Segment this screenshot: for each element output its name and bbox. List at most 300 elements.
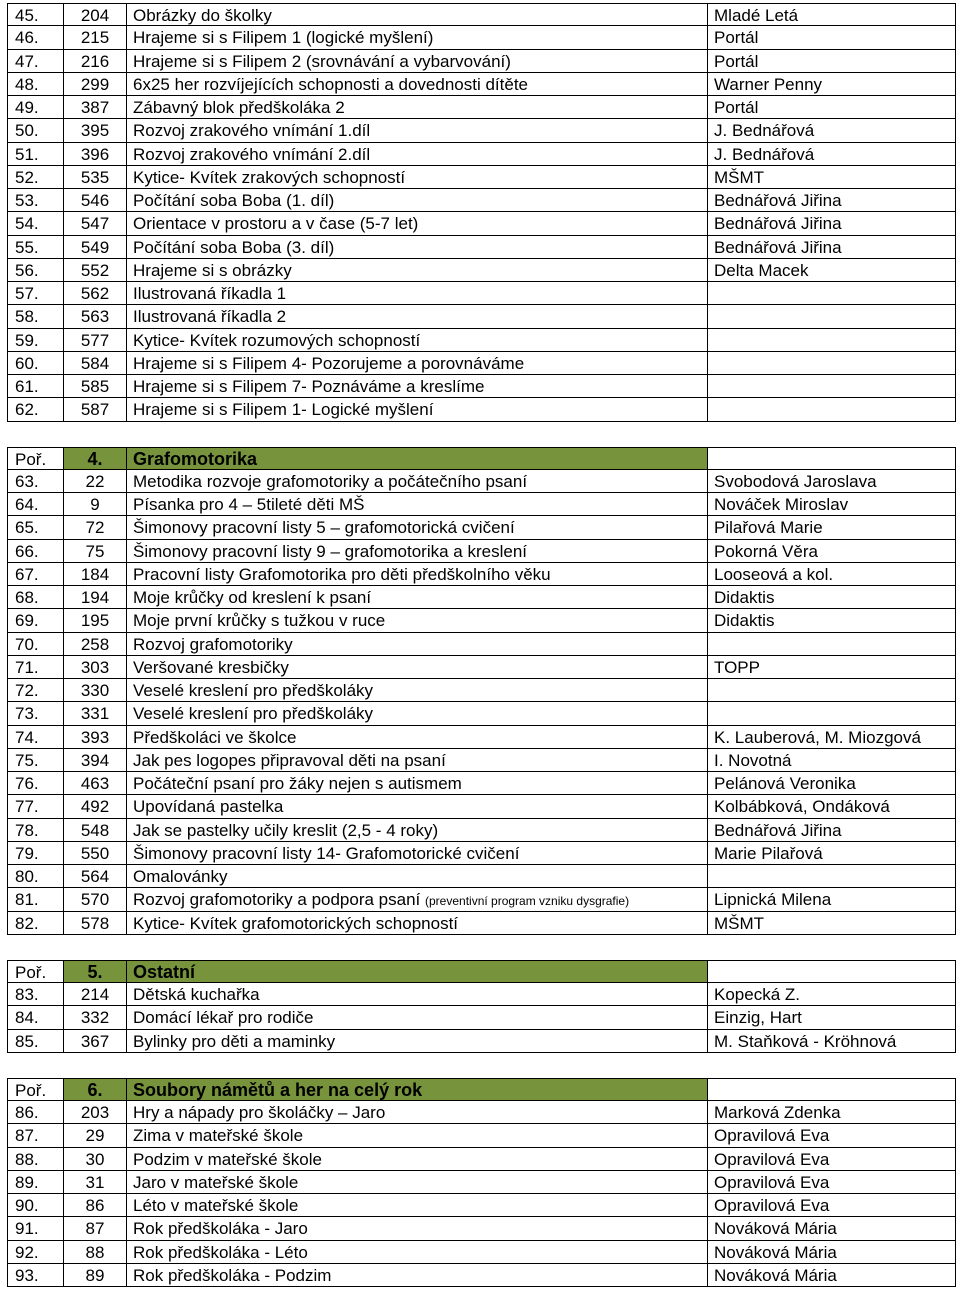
row-title [127,375,708,397]
row-order: 89. [8,1171,64,1193]
row-id: 463 [64,772,127,794]
row-author: Opravilová Eva [714,1196,830,1215]
section-title: Grafomotorika [127,448,708,469]
row-author: K. Lauberová, M. Miozgová [714,727,921,747]
row-title [127,865,708,887]
row-title-text: Obrázky do školky [133,6,272,25]
row-order: 57. [8,282,64,304]
table-row [7,516,956,539]
row-title-text: Rozvoj grafomotoriky a podpora psaní [133,890,421,910]
table-row [7,1030,956,1053]
section-block [7,447,956,935]
row-author: Opravilová Eva [714,1126,830,1146]
row-title [127,679,708,701]
row-title-text: Kytice- Kvítek zrakových schopností [133,167,406,187]
row-order: 65. [8,516,64,538]
row-order: 63. [8,470,64,492]
table-row [7,702,956,725]
row-title-text: Moje krůčky od kreslení k psaní [133,588,372,607]
row-id: 89 [64,1264,127,1286]
row-title-text: Zima v mateřské škole [133,1126,304,1146]
section-gap [7,422,956,447]
row-title [127,726,708,748]
table-row [7,73,956,96]
row-order: 45. [8,4,64,25]
row-order: 47. [8,50,64,72]
row-author: Nováček Miroslav [714,495,849,514]
table-row [7,865,956,888]
row-order: 84. [8,1006,64,1028]
row-order: 77. [8,795,64,817]
row-order: 70. [8,633,64,655]
row-title [127,236,708,258]
table-row [7,1241,956,1264]
section-number: 5. [64,961,127,982]
row-author: Mladé Letá [714,6,799,25]
row-order: 59. [8,329,64,351]
row-title [127,166,708,188]
row-title-text: Moje první krůčky s tužkou v ruce [133,611,386,631]
row-title [127,842,708,864]
row-title-text: Podzim v mateřské škole [133,1149,322,1169]
table-row [7,493,956,516]
row-order: 75. [8,749,64,771]
row-author: Portál [714,98,759,117]
row-title [127,586,708,608]
row-order: 49. [8,96,64,118]
row-author: Bednářová Jiřina [714,820,842,840]
table-row [7,166,956,189]
row-title-text: 6x25 her rozvíjejících schopnosti a dovednosti dítěte [133,74,529,94]
section-title: Soubory námětů a her na celý rok [127,1079,708,1100]
row-id: 550 [64,842,127,864]
row-title-text: Jak se pastelky učily kreslit (2,5 - 4 roky) [133,820,439,840]
row-author [708,305,955,327]
row-title-text: Počítání soba Boba (1. díl) [133,191,335,210]
table-row [7,26,956,49]
row-title [127,656,708,678]
row-id: 214 [64,983,127,1005]
row-title-text: Dětská kuchařka [133,985,260,1004]
row-id: 204 [64,4,127,25]
section-gap [7,935,956,960]
row-title [127,1241,708,1263]
table-row [7,3,956,26]
row-title-text: Pracovní listy Grafomotorika pro děti předškolního věku [133,564,551,584]
table-row [7,842,956,865]
row-id: 570 [64,888,127,910]
table-row [7,1217,956,1240]
row-author: J. Bednářová [714,144,815,164]
row-title-text: Upovídaná pastelka [133,797,284,817]
row-author: Didaktis [714,588,775,607]
row-title [127,1124,708,1146]
row-author: M. Staňková - Kröhnová [714,1031,897,1051]
row-author: Kolbábková, Ondáková [714,797,890,817]
row-author: TOPP [714,657,760,677]
row-title-text: Předškoláci ve školce [133,727,297,747]
row-id: 9 [64,493,127,515]
row-order: 68. [8,586,64,608]
row-title-text: Šimonovy pracovní listy 5 – grafomotorická cvičení [133,518,515,538]
table-row [7,189,956,212]
row-order: 62. [8,398,64,420]
table-row [7,1006,956,1029]
row-title [127,1030,708,1052]
row-author [708,679,955,701]
row-title [127,50,708,72]
row-author: Opravilová Eva [714,1149,830,1169]
row-title-text: Ilustrovaná říkadla 2 [133,307,287,327]
row-title-text: Hrajeme si s obrázky [133,260,292,280]
row-title [127,633,708,655]
row-title [127,609,708,631]
section-number: 6. [64,1079,127,1100]
table-row [7,329,956,352]
table-row [7,772,956,795]
table-row [7,540,956,563]
section-number: 4. [64,448,127,469]
row-order: 87. [8,1124,64,1146]
row-author: Bednářová Jiřina [714,237,842,257]
row-id: 88 [64,1241,127,1263]
header-empty-cell [708,1079,955,1100]
row-author: Bednářová Jiřina [714,214,842,234]
book-list-sheet [7,3,956,1287]
row-order: 46. [8,26,64,48]
row-id: 194 [64,586,127,608]
row-id: 215 [64,26,127,48]
row-order: 66. [8,540,64,562]
row-id: 387 [64,96,127,118]
row-order: 61. [8,375,64,397]
table-row [7,1264,956,1287]
row-title-text: Hrajeme si s Filipem 7- Poznáváme a kreslíme [133,377,485,396]
row-author: Nováková Mária [714,1219,837,1239]
row-title-text: Šimonovy pracovní listy 9 – grafomotorika a kreslení [133,541,528,561]
row-title-text: Léto v mateřské škole [133,1196,299,1215]
row-order: 56. [8,259,64,281]
row-id: 577 [64,329,127,351]
row-id: 587 [64,398,127,420]
row-title [127,26,708,48]
row-id: 332 [64,1006,127,1028]
section-gap [7,1053,956,1078]
row-id: 303 [64,656,127,678]
row-order: 82. [8,912,64,934]
row-author: MŠMT [714,167,765,187]
row-id: 195 [64,609,127,631]
row-id: 367 [64,1030,127,1052]
row-author: I. Novotná [714,750,792,770]
table-row [7,259,956,282]
row-title-text: Veselé kreslení pro předškoláky [133,704,374,724]
row-id: 203 [64,1101,127,1123]
row-order: 80. [8,865,64,887]
row-order: 79. [8,842,64,864]
row-order: 50. [8,119,64,141]
row-id: 216 [64,50,127,72]
row-order: 53. [8,189,64,211]
row-id: 86 [64,1194,127,1216]
row-author: Einzig, Hart [714,1008,802,1028]
row-id: 546 [64,189,127,211]
section-header [7,1078,956,1101]
row-author: Looseová a kol. [714,564,834,584]
row-order: 93. [8,1264,64,1286]
row-id: 30 [64,1148,127,1170]
row-title-text: Počáteční psaní pro žáky nejen s autismem [133,774,462,793]
section-block [7,1078,956,1287]
header-label: Poř. [8,1079,64,1100]
row-title [127,702,708,724]
row-id: 31 [64,1171,127,1193]
row-title-text: Zábavný blok předškoláka 2 [133,98,345,117]
row-author: Warner Penny [714,74,823,94]
row-title [127,540,708,562]
row-author: Portál [714,28,759,48]
row-title [127,329,708,351]
table-row [7,679,956,702]
row-order: 64. [8,493,64,515]
row-title-text: Veršované kresbičky [133,657,289,677]
row-title [127,470,708,492]
row-author: Svobodová Jaroslava [714,471,877,491]
row-author [708,352,955,374]
row-id: 330 [64,679,127,701]
table-row [7,50,956,73]
table-row [7,1148,956,1171]
table-row [7,143,956,166]
row-title-text: Hrajeme si s Filipem 1 (logické myšlení) [133,28,434,48]
row-title-text: Kytice- Kvítek rozumových schopností [133,330,421,350]
row-order: 48. [8,73,64,95]
row-id: 547 [64,212,127,234]
row-title [127,888,708,910]
row-title [127,305,708,327]
table-row [7,563,956,586]
table-row [7,212,956,235]
row-order: 92. [8,1241,64,1263]
row-order: 71. [8,656,64,678]
row-title-text: Kytice- Kvítek grafomotorických schopností [133,913,459,933]
row-title [127,212,708,234]
header-label: Poř. [8,448,64,469]
row-author: MŠMT [714,913,765,933]
row-order: 73. [8,702,64,724]
row-title-text: Šimonovy pracovní listy 14- Grafomotorické cvičení [133,843,520,863]
row-id: 552 [64,259,127,281]
table-row [7,282,956,305]
row-title [127,563,708,585]
table-row [7,236,956,259]
row-id: 29 [64,1124,127,1146]
table-row [7,1171,956,1194]
row-id: 72 [64,516,127,538]
row-author: Pilařová Marie [714,518,823,538]
row-title-text: Rozvoj grafomotoriky [133,634,293,654]
row-author: Marková Zdenka [714,1103,841,1122]
row-order: 88. [8,1148,64,1170]
row-title-text: Domácí lékař pro rodiče [133,1008,314,1028]
row-author [708,398,955,420]
row-author: Kopecká Z. [714,985,800,1004]
table-row [7,656,956,679]
row-order: 76. [8,772,64,794]
table-row [7,609,956,632]
row-id: 578 [64,912,127,934]
header-label: Poř. [8,961,64,982]
row-title [127,912,708,934]
row-order: 74. [8,726,64,748]
row-order: 52. [8,166,64,188]
table-row [7,795,956,818]
row-title [127,282,708,304]
section-header [7,447,956,470]
row-author: Didaktis [714,611,775,631]
row-id: 535 [64,166,127,188]
row-order: 51. [8,143,64,165]
row-id: 562 [64,282,127,304]
row-order: 58. [8,305,64,327]
row-order: 86. [8,1101,64,1123]
table-row [7,586,956,609]
row-author [708,329,955,351]
section-title: Ostatní [127,961,708,982]
header-empty-cell [708,961,955,982]
row-title-text: Veselé kreslení pro předškoláky [133,681,374,700]
row-order: 85. [8,1030,64,1052]
row-id: 75 [64,540,127,562]
row-title-text: Rok předškoláka - Podzim [133,1265,332,1285]
table-row [7,398,956,421]
row-title-text: Bylinky pro děti a maminky [133,1031,336,1051]
table-row [7,375,956,398]
row-author: Opravilová Eva [714,1172,830,1192]
row-order: 69. [8,609,64,631]
row-order: 67. [8,563,64,585]
table-row [7,352,956,375]
table-row [7,119,956,142]
row-title-text: Písanka pro 4 – 5tileté děti MŠ [133,495,365,514]
table-row [7,983,956,1006]
row-title [127,749,708,771]
row-id: 87 [64,1217,127,1239]
row-id: 184 [64,563,127,585]
row-title-text: Počítání soba Boba (3. díl) [133,237,335,257]
row-order: 91. [8,1217,64,1239]
row-title [127,189,708,211]
row-title [127,398,708,420]
row-id: 394 [64,749,127,771]
row-author [708,865,955,887]
row-id: 22 [64,470,127,492]
table-row [7,819,956,842]
row-title-text: Hrajeme si s Filipem 4- Pozorujeme a porovnáváme [133,353,525,373]
row-author: Pelánová Veronika [714,774,856,793]
row-title [127,1006,708,1028]
table-row [7,96,956,119]
table-row [7,888,956,911]
row-order: 90. [8,1194,64,1216]
row-title-text: Hry a nápady pro školáčky – Jaro [133,1103,386,1122]
row-title [127,983,708,1005]
section-header [7,960,956,983]
row-id: 584 [64,352,127,374]
row-id: 585 [64,375,127,397]
row-title [127,259,708,281]
row-order: 81. [8,888,64,910]
row-title-text: Ilustrovaná říkadla 1 [133,284,287,303]
table-row [7,633,956,656]
table-row [7,1194,956,1217]
row-title-text: Omalovánky [133,867,228,886]
row-title [127,1101,708,1123]
row-title [127,1148,708,1170]
row-title-note: (preventivní program vzniku dysgrafie) [425,894,630,909]
header-empty-cell [708,448,955,469]
row-id: 563 [64,305,127,327]
row-title-text: Hrajeme si s Filipem 2 (srovnávání a vybarvování) [133,51,511,71]
row-title-text: Orientace v prostoru a v čase (5-7 let) [133,214,419,234]
row-title-text: Metodika rozvoje grafomotoriky a počátečního psaní [133,471,528,491]
row-author [708,375,955,397]
row-title [127,73,708,95]
row-author: Lipnická Milena [714,890,832,910]
row-author: J. Bednářová [714,121,815,141]
row-title [127,819,708,841]
table-row [7,749,956,772]
row-title [127,4,708,25]
row-order: 83. [8,983,64,1005]
section-block [7,960,956,1053]
row-title-text: Rozvoj zrakového vnímání 1.díl [133,121,371,141]
row-order: 60. [8,352,64,374]
row-title [127,143,708,165]
table-row [7,1124,956,1147]
row-order: 55. [8,236,64,258]
row-title-text: Hrajeme si s Filipem 1- Logické myšlení [133,400,434,420]
row-title-text: Rozvoj zrakového vnímání 2.díl [133,144,371,164]
row-title [127,96,708,118]
row-author: Marie Pilařová [714,843,823,863]
row-id: 331 [64,702,127,724]
row-title [127,772,708,794]
row-title-text: Jak pes logopes připravoval děti na psaní [133,750,446,770]
row-order: 72. [8,679,64,701]
row-title [127,493,708,515]
row-id: 564 [64,865,127,887]
row-author: Nováková Mária [714,1242,837,1262]
row-author: Bednářová Jiřina [714,191,842,210]
row-id: 395 [64,119,127,141]
row-id: 548 [64,819,127,841]
row-author [708,633,955,655]
row-id: 492 [64,795,127,817]
row-author: Nováková Mária [714,1265,837,1285]
table-row [7,912,956,935]
row-title [127,516,708,538]
table-row [7,1101,956,1124]
row-id: 549 [64,236,127,258]
row-id: 299 [64,73,127,95]
row-id: 258 [64,633,127,655]
row-title [127,119,708,141]
row-author: Portál [714,51,759,71]
row-title [127,1217,708,1239]
row-author: Delta Macek [714,260,809,280]
row-title-text: Rok předškoláka - Léto [133,1242,308,1262]
